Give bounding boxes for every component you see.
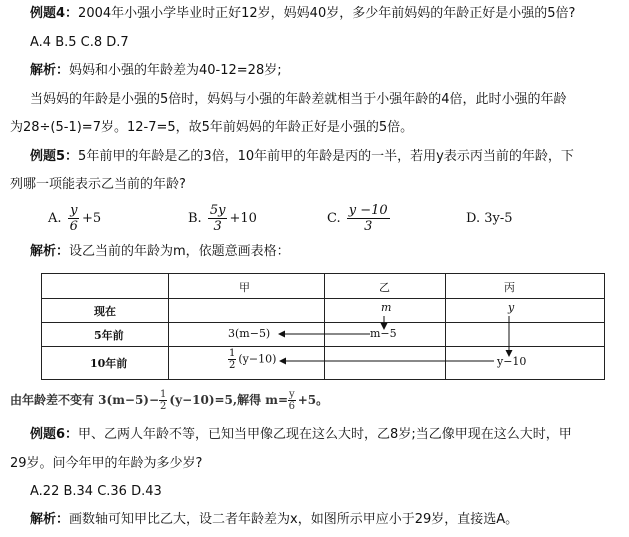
example-6-question (30, 427, 572, 443)
conclusion-tail: +5。 (297, 393, 329, 407)
option-c-fraction (347, 203, 390, 234)
example-5-analysis (30, 244, 290, 260)
example-6-analysis (30, 512, 518, 528)
analysis-label: 解析： (30, 63, 70, 78)
denominator: 6 (288, 401, 296, 412)
option-a (48, 203, 101, 234)
example-6-question-line-2: 29岁。问今年甲的年龄为多少岁? (10, 456, 203, 471)
analysis-label: 解析： (30, 244, 70, 259)
option-b-tail: +10 (229, 211, 257, 226)
table-row-5-years-ago: 5年前 (94, 329, 124, 342)
option-b-label: B. (188, 211, 202, 226)
option-c-label: C. (327, 211, 341, 226)
example-4-analysis-line-2: 当妈妈的年龄是小强的5倍时，妈妈与小强的年龄差就相当于小强年龄的4倍，此时小强的年龄 (30, 92, 567, 107)
denominator: 3 (364, 219, 373, 234)
example-4-options: A.4 B.5 C.8 D.7 (30, 35, 129, 50)
denominator: 2 (160, 401, 167, 412)
example-5-question (30, 149, 574, 165)
cell-jia-5-years-ago: 3(m−5) (228, 327, 271, 340)
example-4-analysis (30, 63, 282, 79)
table-header-yi: 乙 (379, 281, 390, 294)
numerator: 1 (229, 348, 236, 359)
numerator: y (70, 203, 78, 218)
analysis-text: 画数轴可知甲比乙大，设二者年龄差为x，如图所示甲应小于29岁，直接选A。 (69, 512, 519, 527)
cell-yi-5-years-ago: m−5 (370, 327, 397, 340)
option-b-fraction (208, 203, 228, 234)
example-6-options: A.22 B.34 C.36 D.43 (30, 484, 162, 499)
table-header-jia: 甲 (239, 281, 250, 294)
cell-yi-now: m (381, 301, 392, 314)
table-row-10-years-ago: 10年前 (90, 357, 128, 370)
option-d: D. 3y-5 (466, 211, 513, 226)
conclusion-mid: (y−10)=5,解得 m= (169, 393, 289, 407)
numerator: y −10 (348, 203, 388, 218)
option-c (327, 203, 392, 234)
option-a-tail: +5 (81, 211, 102, 226)
denominator: 2 (229, 360, 236, 371)
cell-bing-now: y (508, 301, 515, 314)
example-5-conclusion (10, 389, 328, 412)
analysis-text: 妈妈和小强的年龄差为40-12=28岁; (69, 63, 282, 78)
option-b (188, 203, 257, 234)
example-4-question (30, 6, 575, 22)
denominator: 3 (213, 219, 222, 234)
example-6-label: 例题6： (30, 427, 79, 442)
example-5-label: 例题5： (30, 149, 79, 164)
conclusion-pre: 由年龄差不变有 3(m−5)− (10, 393, 160, 407)
option-a-label: A. (48, 211, 62, 226)
table-row-now: 现在 (94, 305, 116, 318)
denominator: 6 (69, 219, 78, 234)
numerator: 1 (160, 389, 167, 400)
age-table (41, 273, 605, 380)
example-4-label: 例题4： (30, 6, 79, 21)
example-4-text: 2004年小强小学毕业时正好12岁，妈妈40岁，多少年前妈妈的年龄正好是小强的5倍? (78, 6, 576, 21)
analysis-label: 解析： (30, 512, 70, 527)
cell-tail: (y−10) (238, 352, 277, 366)
conclusion-fraction-half (159, 389, 167, 412)
table-arrows (42, 274, 604, 379)
example-5-question-line-2: 列哪一项能表示乙当前的年龄? (10, 177, 186, 192)
example-4-analysis-line-3: 为28÷(5-1)=7岁。12-7=5，故5年前妈妈的年龄正好是小强的5倍。 (10, 120, 414, 135)
conclusion-fraction-y6 (288, 389, 296, 412)
example-5-text: 5年前甲的年龄是乙的3倍，10年前甲的年龄是丙的一半，若用y表示丙当前的年龄，下 (78, 149, 574, 164)
table-header-bing: 丙 (504, 281, 515, 294)
example-6-text: 甲、乙两人年龄不等，已知当甲像乙现在这么大时，乙8岁;当乙像甲现在这么大时，甲 (78, 427, 572, 442)
numerator: 5y (209, 203, 226, 218)
analysis-text: 设乙当前的年龄为m，依题意画表格： (69, 244, 290, 259)
option-a-fraction (68, 203, 80, 234)
numerator: y (289, 389, 295, 400)
cell-bing-10-years-ago: y−10 (497, 355, 527, 368)
